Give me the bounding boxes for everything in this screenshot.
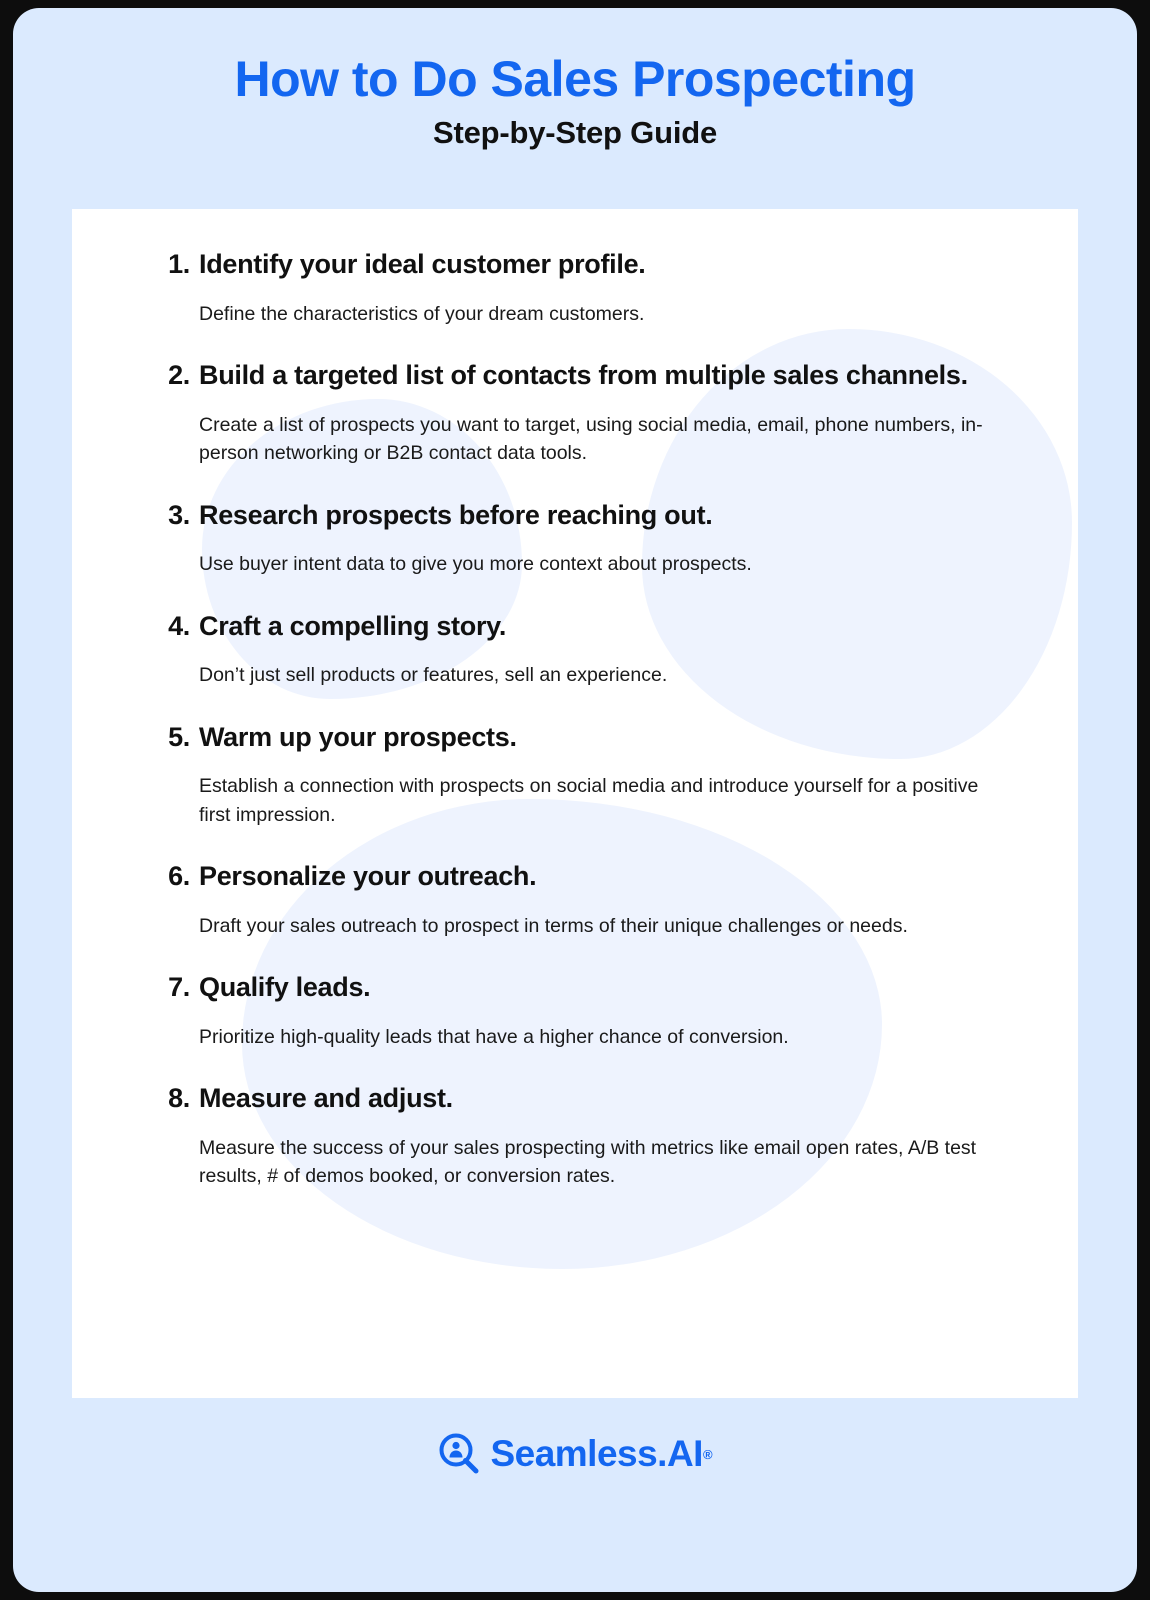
step-number: 2. <box>168 360 190 391</box>
step-description: Measure the success of your sales prospecting with metrics like email open rates, A/B test results, # of demos booked, or conversion rates. <box>199 1136 977 1188</box>
step-heading <box>150 247 1000 282</box>
step-title: Identify your ideal customer profile. <box>199 249 646 279</box>
step-number: 8. <box>168 1083 190 1114</box>
step-description: Don’t just sell products or features, sell an experience. <box>199 664 668 687</box>
step-heading <box>150 358 1000 393</box>
step-description: Prioritize high-quality leads that have a higher chance of conversion. <box>199 1025 789 1048</box>
step-heading <box>150 498 1000 533</box>
magnifier-person-icon <box>437 1432 481 1476</box>
step-title: Warm up your prospects. <box>199 721 517 752</box>
step-description: Use buyer intent data to give you more context about prospects. <box>199 553 752 576</box>
step-description: Create a list of prospects you want to target, using social media, email, phone numbers, in-person networking or B2B contact data tools. <box>199 413 983 465</box>
step-number: 4. <box>168 610 190 641</box>
list-item <box>150 1081 1000 1190</box>
infographic-page <box>13 8 1137 1592</box>
step-title: Craft a compelling story. <box>199 610 507 641</box>
step-description: Establish a connection with prospects on social media and introduce yourself for a positive first impression. <box>199 775 979 826</box>
step-description: Draft your sales outreach to prospect in terms of their unique challenges or needs. <box>199 914 908 937</box>
list-item <box>150 970 1000 1051</box>
step-heading <box>150 1081 1000 1116</box>
step-description: Define the characteristics of your dream customers. <box>199 302 645 325</box>
step-number: 1. <box>168 249 190 279</box>
page-subtitle: Step-by-Step Guide <box>432 115 718 150</box>
step-heading <box>150 720 1000 755</box>
step-title: Measure and adjust. <box>199 1083 453 1114</box>
list-item <box>150 859 1000 940</box>
step-number: 6. <box>168 861 190 892</box>
step-title: Build a targeted list of contacts from multiple sales channels. <box>199 360 968 391</box>
steps-card <box>72 209 1078 1398</box>
list-item <box>150 247 1000 328</box>
steps-list <box>72 209 1078 1191</box>
step-heading <box>150 970 1000 1005</box>
page-title: How to Do Sales Prospecting <box>234 51 916 107</box>
step-heading <box>150 859 1000 894</box>
step-title: Research prospects before reaching out. <box>199 499 713 530</box>
list-item <box>150 498 1000 579</box>
step-title: Personalize your outreach. <box>199 861 537 892</box>
page-header <box>13 8 1137 151</box>
step-heading <box>150 609 1000 644</box>
brand-name: Seamless.AI <box>490 1433 703 1474</box>
step-number: 5. <box>168 721 190 752</box>
list-item <box>150 609 1000 690</box>
page-footer <box>13 1432 1137 1476</box>
step-title: Qualify leads. <box>199 972 371 1003</box>
list-item <box>150 720 1000 829</box>
list-item <box>150 358 1000 467</box>
step-number: 3. <box>168 499 190 530</box>
registered-mark: ® <box>702 1446 713 1462</box>
step-number: 7. <box>168 972 190 1003</box>
